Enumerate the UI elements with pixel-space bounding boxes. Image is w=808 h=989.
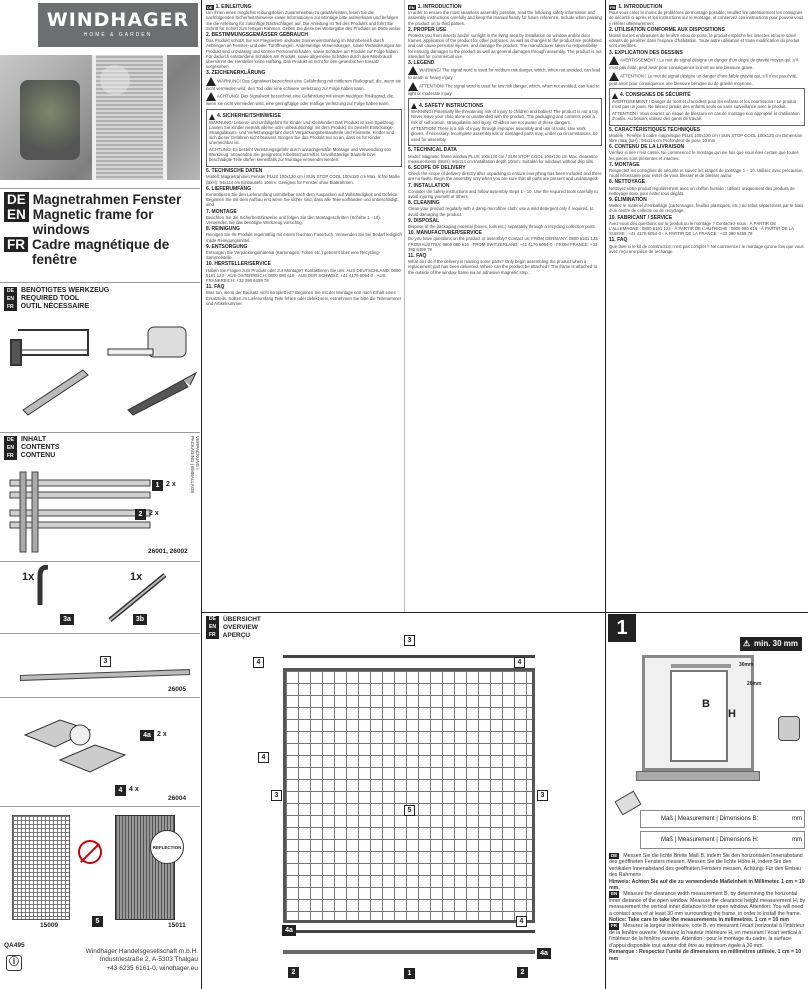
paragraph: Entsorgen Sie Verpackungsmaterial (Kartonagen, Folien etc.) getrennt über eine Recycling-Sammelstelle.	[206, 250, 381, 261]
paragraph: Model: Magnetic frame window PLUS 100x120 cm / SUN STOP COOL 100x120 cm Max. clearance measurements (WxH): 94x114 cm Installation depth 10mm: Suitable for windows without drip sills.	[408, 153, 598, 164]
overview-de: ÜBERSICHT	[222, 616, 261, 623]
dim-20: 20mm	[747, 681, 762, 687]
lang-code-en: EN	[206, 624, 219, 632]
paragraph: Clean your product regularly with a damp microfibre cloth; use a mild detergent only if required, to avoid damaging the product.	[408, 206, 594, 217]
window-sill	[636, 771, 760, 781]
section-heading: 6. CONTENU DE LA LIVRAISON	[609, 144, 685, 151]
section-heading: 10. FABRICANT / SERVICE	[609, 214, 673, 221]
qty-label: 1x	[130, 571, 143, 583]
paragraph: Dispose of the packaging material (boxes, foils etc.) separately through a recycling collection point.	[408, 224, 596, 229]
paragraph: Kontrollieren Sie den Lieferumfang unmittelbar nach dem Auspacken auf Vollständigkeit und Defekte. Beginnen Sie mit dem Aufbau erst wenn Sie sicher sind, dass alle Teile vorhanden und unbeschädigt sind.	[206, 191, 399, 208]
overview-heading	[206, 616, 261, 639]
product-code: QA495	[4, 942, 25, 949]
section-heading: 7. MONTAGE	[609, 161, 640, 168]
section-heading: 3. ZEICHENERKLÄRUNG	[206, 70, 266, 77]
warning-text: AVERTISSEMENT ! Le mot de signal désigne un danger d’un degré de gravité moyen qui, s’il n’est pas évité, peut avoir pour conséquence la mort ou une blessure grave.	[609, 57, 798, 70]
overview-tag: 3	[537, 790, 548, 801]
paragraph: Haben Sie Fragen zum Produkt oder zur Montage? Kontaktieren Sie uns: AUS DEUTSCHLAND: 0800 6161 123 · AUS ÖSTERREICH: 0800 080 616 · AUS DER SCHWEIZ: +41 4176 6054-0 · AUS FRANKREICH: +33 390 6459 79	[206, 267, 401, 284]
lang-code-en: EN	[4, 295, 17, 303]
company-contact: +43 6235 6161-0, windhager.eu	[106, 964, 198, 972]
attention-text: ATTENTION! The signal word is used for low risk danger, which, when not avoided, can lead to light or moderate injury.	[408, 83, 600, 96]
window-frame-illustration	[642, 655, 754, 771]
section-heading: 5. CARACTÉRISTIQUES TECHNIQUES	[609, 126, 701, 133]
measurement-b-label: Maß | Measurement | Dimensions B:	[661, 816, 759, 822]
en-instructions	[408, 3, 602, 611]
warning-icon: ⚠	[743, 639, 751, 648]
section-heading: 8. REINIGUNG	[206, 226, 240, 233]
packaging-note: VERPACKUNG | PACKAGING | EMBALLAGE	[190, 436, 200, 494]
section-heading: 10. HERSTELLER/SERVICE	[206, 261, 271, 268]
overview-tag: 4	[253, 657, 264, 668]
section-heading: 5. TECHNISCHE DATEN	[206, 168, 263, 175]
paragraph: ATTENTION! There is a risk of injury through improper assembly and use of tools. Use work gloves, if necessary. Incomplete assembly kits or damaged parts may, under no circumstances, be used for assembly.	[411, 126, 598, 142]
title-de	[4, 192, 198, 207]
contents-fr: CONTENU	[20, 452, 56, 459]
step1-de: DE Messen Sie die lichte Breite Maß B, indem Sie den horizontalen Innenabstand des geöffneten Fensters messen. Messen Sie die lichte Höhe H, indem Sie den vertikalen Innenabstand des geöffneten Fensters messen. Achtung: Für den Einbau des Rahmens	[609, 853, 803, 879]
part-tag: 3	[100, 656, 111, 667]
overview-tag: 5	[404, 805, 415, 816]
section-heading: 9. ENTSORGUNG	[206, 243, 248, 250]
overview-tag: 4	[516, 916, 527, 927]
paragraph: What do I do if the delivery is missing some parts? Only begin assembling the product when a replacement part has been delivered. Where can the product be attached? The frame is attached to the outside of the window frame via an adhesive magnetic strip.	[408, 259, 598, 275]
section-heading: EN 1. INTRODUCTION	[409, 4, 462, 11]
rail-illustration	[20, 669, 190, 681]
paragraph: Modèle : Fenêtre à cadre magnétique PLUS 100x120 cm / SUN STOP COOL 100x120 cm Dimension libre maxi (lxH) : 94x114 cm Profondeur de pose 10 mm.	[609, 132, 803, 143]
part-tag: 2	[135, 509, 146, 520]
title-en	[4, 207, 198, 237]
section-heading: 2. PROPER USE	[408, 26, 447, 33]
section-heading: 7. INSTALLATION	[408, 182, 450, 189]
paragraph: Um Ihnen einen möglichst reibungslosen Zusammenbau zu gewährleisten, lesen Sie die nachfolgenden Sicherheitshinweise sowie Informationen zur Montage bitte aufmerksam und befolgen Sie die Anleitung für zukünftige Nachschlagen auf. Die Anleitung ist Teil des Produkts und führt Sie Schritt für Schritt zum fertigen Rahmen. Geben Sie diese bei Weitergabe des Produkts an Dritte weiter.	[206, 10, 402, 31]
de-instructions	[206, 3, 402, 611]
title-block	[4, 192, 198, 267]
section-heading: DE 1. EINLEITUNG	[207, 4, 252, 11]
safety-box: 4. SAFETY INSTRUCTIONS WARNING! Potentially life-threatening risk of injury to children and babies! The product is not a toy. Never leave your child alone or unattended with the product. The packaging and contents pose a risk of suffocation, strangulation and injury. Children are not aware of these dangers. ATTENTION! There is a risk of injury through improper assembly and use of tools. Use work gloves, if necessary. Incomplete assembly kits or damaged parts may, under no circumstances, be used for assembly.	[408, 98, 602, 146]
paragraph: Que faire si le kit de construction n’est pas complet ? Ne commencez le montage qu’une fois que vous avez reçu une pièce de rechange.	[609, 243, 804, 254]
warning-icon	[408, 82, 418, 91]
section-heading: 7. MONTAGE	[206, 208, 237, 215]
part-tag: 1	[152, 480, 163, 491]
article-number: 26005	[168, 686, 187, 693]
title-de-text: Magnetrahmen Fenster	[32, 192, 182, 207]
bottom-rail	[283, 930, 535, 933]
lang-code-fr: FR	[206, 632, 219, 640]
safety-box: 4. CONSIGNES DE SÉCURITÉ AVERTISSEMENT ! Danger de mort et d’accident pour les enfants et les nourrissons ! Le produit n’est pas un jouet. Ne laissez jamais des enfants seuls ou sans surveillance avec le produit. ATTENTION ! Vous courrez un risque de blessure en cas de montage non approprié et d’utilisation d’outils. Au besoin, utilisez des gants de travail.	[609, 88, 805, 126]
lang-code-de: DE	[4, 287, 17, 295]
paragraph: Pour vous créer le moins de problèmes de montage possible, veuillez lire attentivement les consignes de sécurité ci-après et les instructions sur le montage, et conservez ces instructions pour pouvoir vous y référer ultérieurement.	[609, 10, 804, 26]
tape-measure-icon	[778, 716, 800, 741]
paragraph: Do you have questions on the product or assembly? Contact us: FROM GERMANY: 0800 6161 123 · FROM AUSTRIA: 0800 080 616 · FROM SWITZERLAND: +41 4176 6054-0 · FROM FRANCE: +33 390 6459 79	[408, 236, 601, 252]
safety-box: 4. SICHERHEITSHINWEISE WARNUNG! Lebens- und Unfallgefahr für Kinder und Kleinkinder! Das Produkt ist kein Spielzeug. Lassen Sie Kinder niemals alleine oder unbeaufsichtigt mit dem Produkt. Es besteht Erstickungs-, Strangulations- und Verletzungsgefahr durch Verpackungsbestandteile und Kleinteile. Kinder sind sich dieser Gefahren nicht bewusst. Bringen Sie das Produkt nur so an, dass es für Kinder unerreichbar ist. ACHTUNG! Es besteht Verletzungsgefahr durch unsachgemäße Montage und Verwendung von Werkzeug. Verwenden Sie geeignetes Arbeitsschutzmittel. Unvollständige Bauteile bzw. beschädigte Teile dürfen keinesfalls zur Montage verwendet werden.	[206, 109, 402, 168]
section-heading: 2. BESTIMMUNGSGEMÄSSER GEBRAUCH	[206, 32, 308, 39]
brand-logo	[38, 3, 198, 47]
qty-label: 2 x	[166, 481, 176, 488]
hacksaw-icon	[11, 330, 88, 365]
overview-tag: 3	[271, 790, 282, 801]
paragraph: WARNING! Potentially life-threatening risk of injury to children and babies! The product is not a toy. Never leave your child alone or unattended with the product. The packaging and contents pose a risk of suffocation, strangulation and injury. Children are not aware of these dangers.	[411, 109, 599, 125]
lang-code-fr: FR	[4, 303, 17, 311]
overview-tag: 4	[514, 657, 525, 668]
clips-illustration	[20, 705, 150, 790]
unit-label: mm	[792, 837, 802, 843]
article-number: 26004	[168, 795, 187, 802]
qty-label: 2 x	[149, 510, 159, 517]
paragraph: ACHTUNG! Es besteht Verletzungsgefahr durch unsachgemäße Montage und Verwendung von Werkzeug. Verwenden Sie geeignetes Arbeitsschutzmittel. Unvollständige Bauteile bzw. beschädigte Teile dürfen keinesfalls zur Montage verwendet werden.	[209, 147, 392, 163]
overview-fr: APERÇU	[222, 631, 251, 639]
part-tag: 3a	[60, 614, 74, 625]
overview-tag: 4a	[282, 925, 296, 936]
section-heading: 11. FAQ	[206, 284, 225, 291]
paragraph: Protects you from insects and/or sunlight in the living area by installation on window and/or door frames. Application of the product for other purposes, as well as changes to the product are prohibited and can cause personal injuries, and damage the product. The manufacturer takes no responsibility for ensuing damages to the product as well as general damages through assembly. The product is not intended for commercial use.	[408, 33, 602, 59]
warning-icon	[408, 66, 418, 75]
paragraph: Monté sur les embrasures de fenêtre et/ou de porte, le produit empêche les insectes et/ou le soleil volants de pénétrer dans l’espace d’habitation. Toute autre utilisation et toute modification du produit sont interdites.	[609, 33, 800, 49]
warning-text: WARNUNG! Das Signalwort bezeichnet eine Gefährdung mit mittlerem Risikograd, die, wenn sie nicht vermieden wird, den Tod oder eine schwere Verletzung zur Folge haben kann.	[206, 78, 401, 91]
step-number: 1	[608, 614, 636, 642]
step1-fr-remark: Remarque : Respectez l’unité de dimensions en millimètres utilisée. 1 cm = 10 mm	[609, 949, 802, 962]
lang-code-de: DE	[4, 192, 29, 207]
paragraph: Nettoyez votre produit régulièrement avec un chiffon humide ; utilisez uniquement des produits de nettoyage doux pour éviter tous dégâts.	[609, 185, 795, 196]
paragraph: Respectez les consignes de sécurité et suivez les étapes de montage 1 – 10. Utilisez avec précaution l’outil nécessaire pour éviter de vous blesser et de blesser autrui.	[609, 167, 803, 179]
paragraph: In order to ensure the most seamless assembly possible, read the following safety information and assembly instructions carefully and keep the manual handy for future reference. Include when passing the product on to third parties.	[408, 10, 602, 26]
paragraph: Check the scope of delivery directly after unpacking to ensure everything has been included and there are no faults. Begin the assembly only when you are sure that all parts are present and undamaged.	[408, 171, 602, 182]
paragraph: ATTENTION ! Vous courrez un risque de blessure en cas de montage non approprié et d’utilisation d’outils. Au besoin, utilisez des gants de travail.	[612, 110, 800, 121]
overview-tag: 2	[517, 967, 528, 978]
section-heading: 9. ÉLIMINATION	[609, 196, 647, 203]
qty-label: 1x	[22, 571, 35, 583]
part-tag: 5	[92, 916, 103, 927]
product-photo	[0, 55, 200, 180]
section-heading: 5. TECHNICAL DATA	[408, 147, 457, 154]
part-tag: 3b	[133, 614, 147, 625]
step1-en-notice: Notice: Take care to take the measurements in millimetres. 1 cm = 10 mm	[609, 917, 789, 924]
unit-label: mm	[792, 816, 802, 822]
contents-heading	[4, 436, 59, 460]
company-name: Windhager Handelsgesellschaft m.b.H.	[85, 948, 198, 955]
measurement-h-row	[640, 831, 805, 849]
tools-illustration	[8, 315, 198, 425]
dim-30: 30mm	[739, 662, 754, 668]
warning-text: WARNING! The signal word is used for medium risk danger, which, when not avoided, can lead to death or heavy injury.	[408, 67, 601, 81]
attention-text: ACHTUNG! Das Signalwort bezeichnet eine Gefährdung mit einem niedrigen Risikograd, die, wenn sie nicht vermieden wird, eine geringfügige oder mäßige Verletzung zur Folge haben kann.	[206, 93, 395, 107]
warning-icon	[206, 92, 216, 101]
info-icon: ⓘ	[6, 955, 22, 971]
paragraph: Avez-vous des questions sur le produit ou le montage ? Contactez-nous : À PARTIR DE L’ALLEMAGNE : 0800 6161 123 · À PARTIR DE L’AUTRICHE : 0800 080 616 · À PARTIR DE LA SUISSE : +41 4176 6054-0 · À PARTIR DE LA FRANCE : +33 390 6459 79	[609, 220, 794, 237]
section-heading: 8. NETTOYAGE	[609, 179, 646, 186]
contents-en: CONTENTS	[20, 444, 60, 451]
paragraph: Vérifiez si rien n’est cassé. Ne commencez le montage qu’une fois que vous êtes certain que toutes les pièces sont présentes et intactes.	[609, 150, 799, 161]
mesh-frame-illustration	[283, 668, 535, 923]
cutter-knife-icon	[128, 373, 196, 415]
warning-icon	[612, 93, 618, 99]
article-number: 26001, 26002	[148, 548, 188, 555]
paragraph: AVERTISSEMENT ! Danger de mort et d’accident pour les enfants et les nourrissons ! Le produit n’est pas un jouet. Ne laissez jamais des enfants seuls ou sans surveillance avec le produit.	[612, 98, 796, 109]
section-heading: FR 1. INTRODUCTION	[610, 4, 663, 11]
reflection-badge: REFLECTION	[150, 830, 184, 864]
lang-code-de: DE	[4, 436, 17, 444]
logo-text: WINDHAGER	[46, 9, 190, 31]
section-heading: 3. LEGEND	[408, 60, 435, 67]
tools-en: REQUIRED TOOL	[20, 295, 80, 302]
measurement-h-label: Maß | Measurement | Dimensions H:	[661, 837, 759, 843]
width-label: B	[702, 698, 710, 710]
tools-fr: OUTIL NÉCESSAIRE	[20, 303, 89, 310]
section-heading: 11. FAQ	[609, 237, 628, 244]
part-tag: 4	[115, 785, 126, 796]
tools-heading	[4, 287, 109, 311]
company-address	[60, 948, 198, 973]
min-label: min. 30 mm	[754, 639, 799, 648]
lang-code-de: DE	[206, 616, 219, 624]
overview-tag: 4	[258, 752, 269, 763]
step1-fr: FR Mesurez la largeur intérieure, cote B, en mesurant l’écart horizontal à l’intérieur de la fenêtre ouverte. Mesurez la hauteur intérieure H, en mesurant l’écart vertical à l’intérieur de la fenêtre ouverte. Attention : pour le montage du cadre, la surface d’appui disponible tout autour doit être au minimum égale à 30 mm.	[609, 923, 805, 949]
measurement-b-row	[640, 810, 805, 828]
paragraph: Beachten Sie die Sicherheitshinweise und folgen Sie den Montageschritten (Schritte 1 - 10). Verwenden Sie das benötigte Werkzeug vorsichtig.	[206, 214, 381, 225]
qty-label: 4 x	[129, 786, 139, 793]
min-30mm-badge	[740, 637, 802, 651]
lang-code-en: EN	[4, 207, 29, 222]
no-insects-icon	[78, 840, 102, 864]
paragraph: Was tun, wenn der Bausatz nicht komplett ist? Beginnen Sie mit der Montage erst nach Erhalt eines Ersatzteils. Sollten im Lieferumfang Teile fehlen oder defekt sein, entnehmen Sie bitte die Teilenummer und Artikelnummer.	[206, 290, 402, 306]
part-tag: 4a	[140, 730, 154, 741]
left-panel	[0, 0, 200, 989]
attention-text: ATTENTION ! Le mot de signal désigne un danger d’une faible gravité qui, s’il n’est pas évité, peut avoir pour conséquence une blessure bénigne ou de gravité moyenne.	[609, 73, 798, 86]
overview-tag: 2	[288, 967, 299, 978]
warning-icon	[209, 114, 215, 120]
section-heading: 9. DISPOSAL	[408, 217, 440, 224]
overview-en: OVERVIEW	[222, 623, 258, 631]
height-label: H	[728, 708, 736, 720]
fr-instructions	[609, 3, 805, 611]
step1-instructions	[609, 853, 806, 987]
section-heading: 6. SCOPE OF DELIVERY	[408, 164, 466, 171]
lang-code-fr: FR	[4, 237, 28, 252]
section-heading: 10. MANUFACTURER/SERVICE	[408, 230, 482, 237]
logo-tagline: HOME & GARDEN	[83, 32, 153, 38]
section-heading: 8. CLEANING	[408, 200, 440, 207]
title-fr-text: Cadre magnétique de fenêtre	[32, 237, 170, 267]
contents-de: INHALT	[20, 436, 47, 443]
tape-measure-icon	[108, 327, 186, 357]
warning-icon	[609, 72, 619, 81]
lang-code-fr: FR	[4, 452, 17, 460]
pencil-icon	[614, 791, 641, 816]
overview-tag: 3	[404, 635, 415, 646]
article-number: 15009	[40, 922, 59, 929]
overview-tag: 4a	[537, 948, 551, 959]
paragraph: WARNUNG! Lebens- und Unfallgefahr für Kinder und Kleinkinder! Das Produkt ist kein Spielzeug. Lassen Sie Kinder niemals alleine oder unbeaufsichtigt mit dem Produkt. Es besteht Erstickungs-, Strangulations- und Verletzungsgefahr durch Verpackungsbestandteile und Kleinteile. Kinder sind sich dieser Gefahren nicht bewusst. Bringen Sie das Produkt nur so an, dass es für Kinder unerreichbar ist.	[209, 119, 395, 146]
paragraph: Mettez le matériel d’emballage (cartonnages, feuilles plastiques, etc.) au rebut séparément par le biais d’un centre de collecte ou de recyclage.	[609, 203, 804, 214]
company-street: Industriestraße 2, A-5303 Thalgau	[99, 956, 198, 964]
warning-icon	[206, 77, 216, 86]
overview-tag: 1	[404, 968, 415, 979]
lang-code-en: EN	[4, 444, 17, 452]
top-rail	[283, 655, 535, 658]
section-heading: 3. EXPLICATION DES DESSINS	[609, 49, 683, 56]
section-heading: 6. LIEFERUMFANG	[206, 185, 252, 192]
paragraph: Reinigen Sie Ihr Produkt regelmäßig mit einem feuchten Fasertuch. Verwenden Sie bei Bedarf lediglich milde Reinigungsmittel.	[206, 232, 402, 243]
tools-de: BENÖTIGTES WERKZEUG	[20, 287, 110, 294]
paragraph: Das Produkt schützt Sie vor Fliegnesten und/oder Sonneneinstrahlung im Wohnbereich durch Anbringen an Fenster- und oder Türöffnungen. Anderweitige Verwendungen, sowie Veränderungen am Produkt sind unzulässig und können Personenschäden, sowie Schäden am Produkt zur Folge haben. Für dadurch entstandene Schäden am Produkt, sowie allgemeine Schäden durch den Missbrauch übernimmt der Hersteller keine Haftung. Das Produkt ist nicht für den gewerblichen Einsatz vorgesehen.	[206, 38, 402, 70]
title-en-text: Magnetic frame for windows	[32, 207, 154, 237]
pencil-icon	[23, 370, 88, 415]
title-fr	[4, 237, 198, 267]
section-heading: 11. FAQ	[408, 253, 427, 260]
qty-label: 2 x	[157, 731, 167, 738]
step1-en: EN Measure the clearance width measurement B, by determining the horizontal inner distance of the open window. Measure the clearance height measurement H, by measurement the vertical inner distance to the open window. Attention: You will need a contact area of at least 30 mm surrounding the frame, in order to install the frame.	[609, 891, 806, 917]
paragraph: Consider the safety instructions and follow assembly steps 1 - 10. Use the required tools carefully to avoid injuring yourself or others.	[408, 188, 598, 199]
step1-de-hint: Hinweis: Achten Sie auf die zu verwendende Maßeinheit in Millimeter. 1 cm = 10 mm.	[609, 878, 805, 892]
section-heading: 2. UTILISATION CONFORME AUX DISPOSITIONS	[609, 26, 725, 33]
paragraph: Modell: Magnetrahmen Fenster PLUS 100x120 cm / SUN STOP COOL 100x120 cm Max. lichte Maße (BxH): 94x114 cm Einbautiefe 10mm: Geeignet für Fenster ohne Blattrahmen.	[206, 174, 400, 185]
base-rail	[283, 950, 535, 954]
article-number: 15011	[168, 922, 186, 929]
mesh-roll-illustration	[12, 815, 70, 920]
warning-icon	[609, 56, 619, 65]
